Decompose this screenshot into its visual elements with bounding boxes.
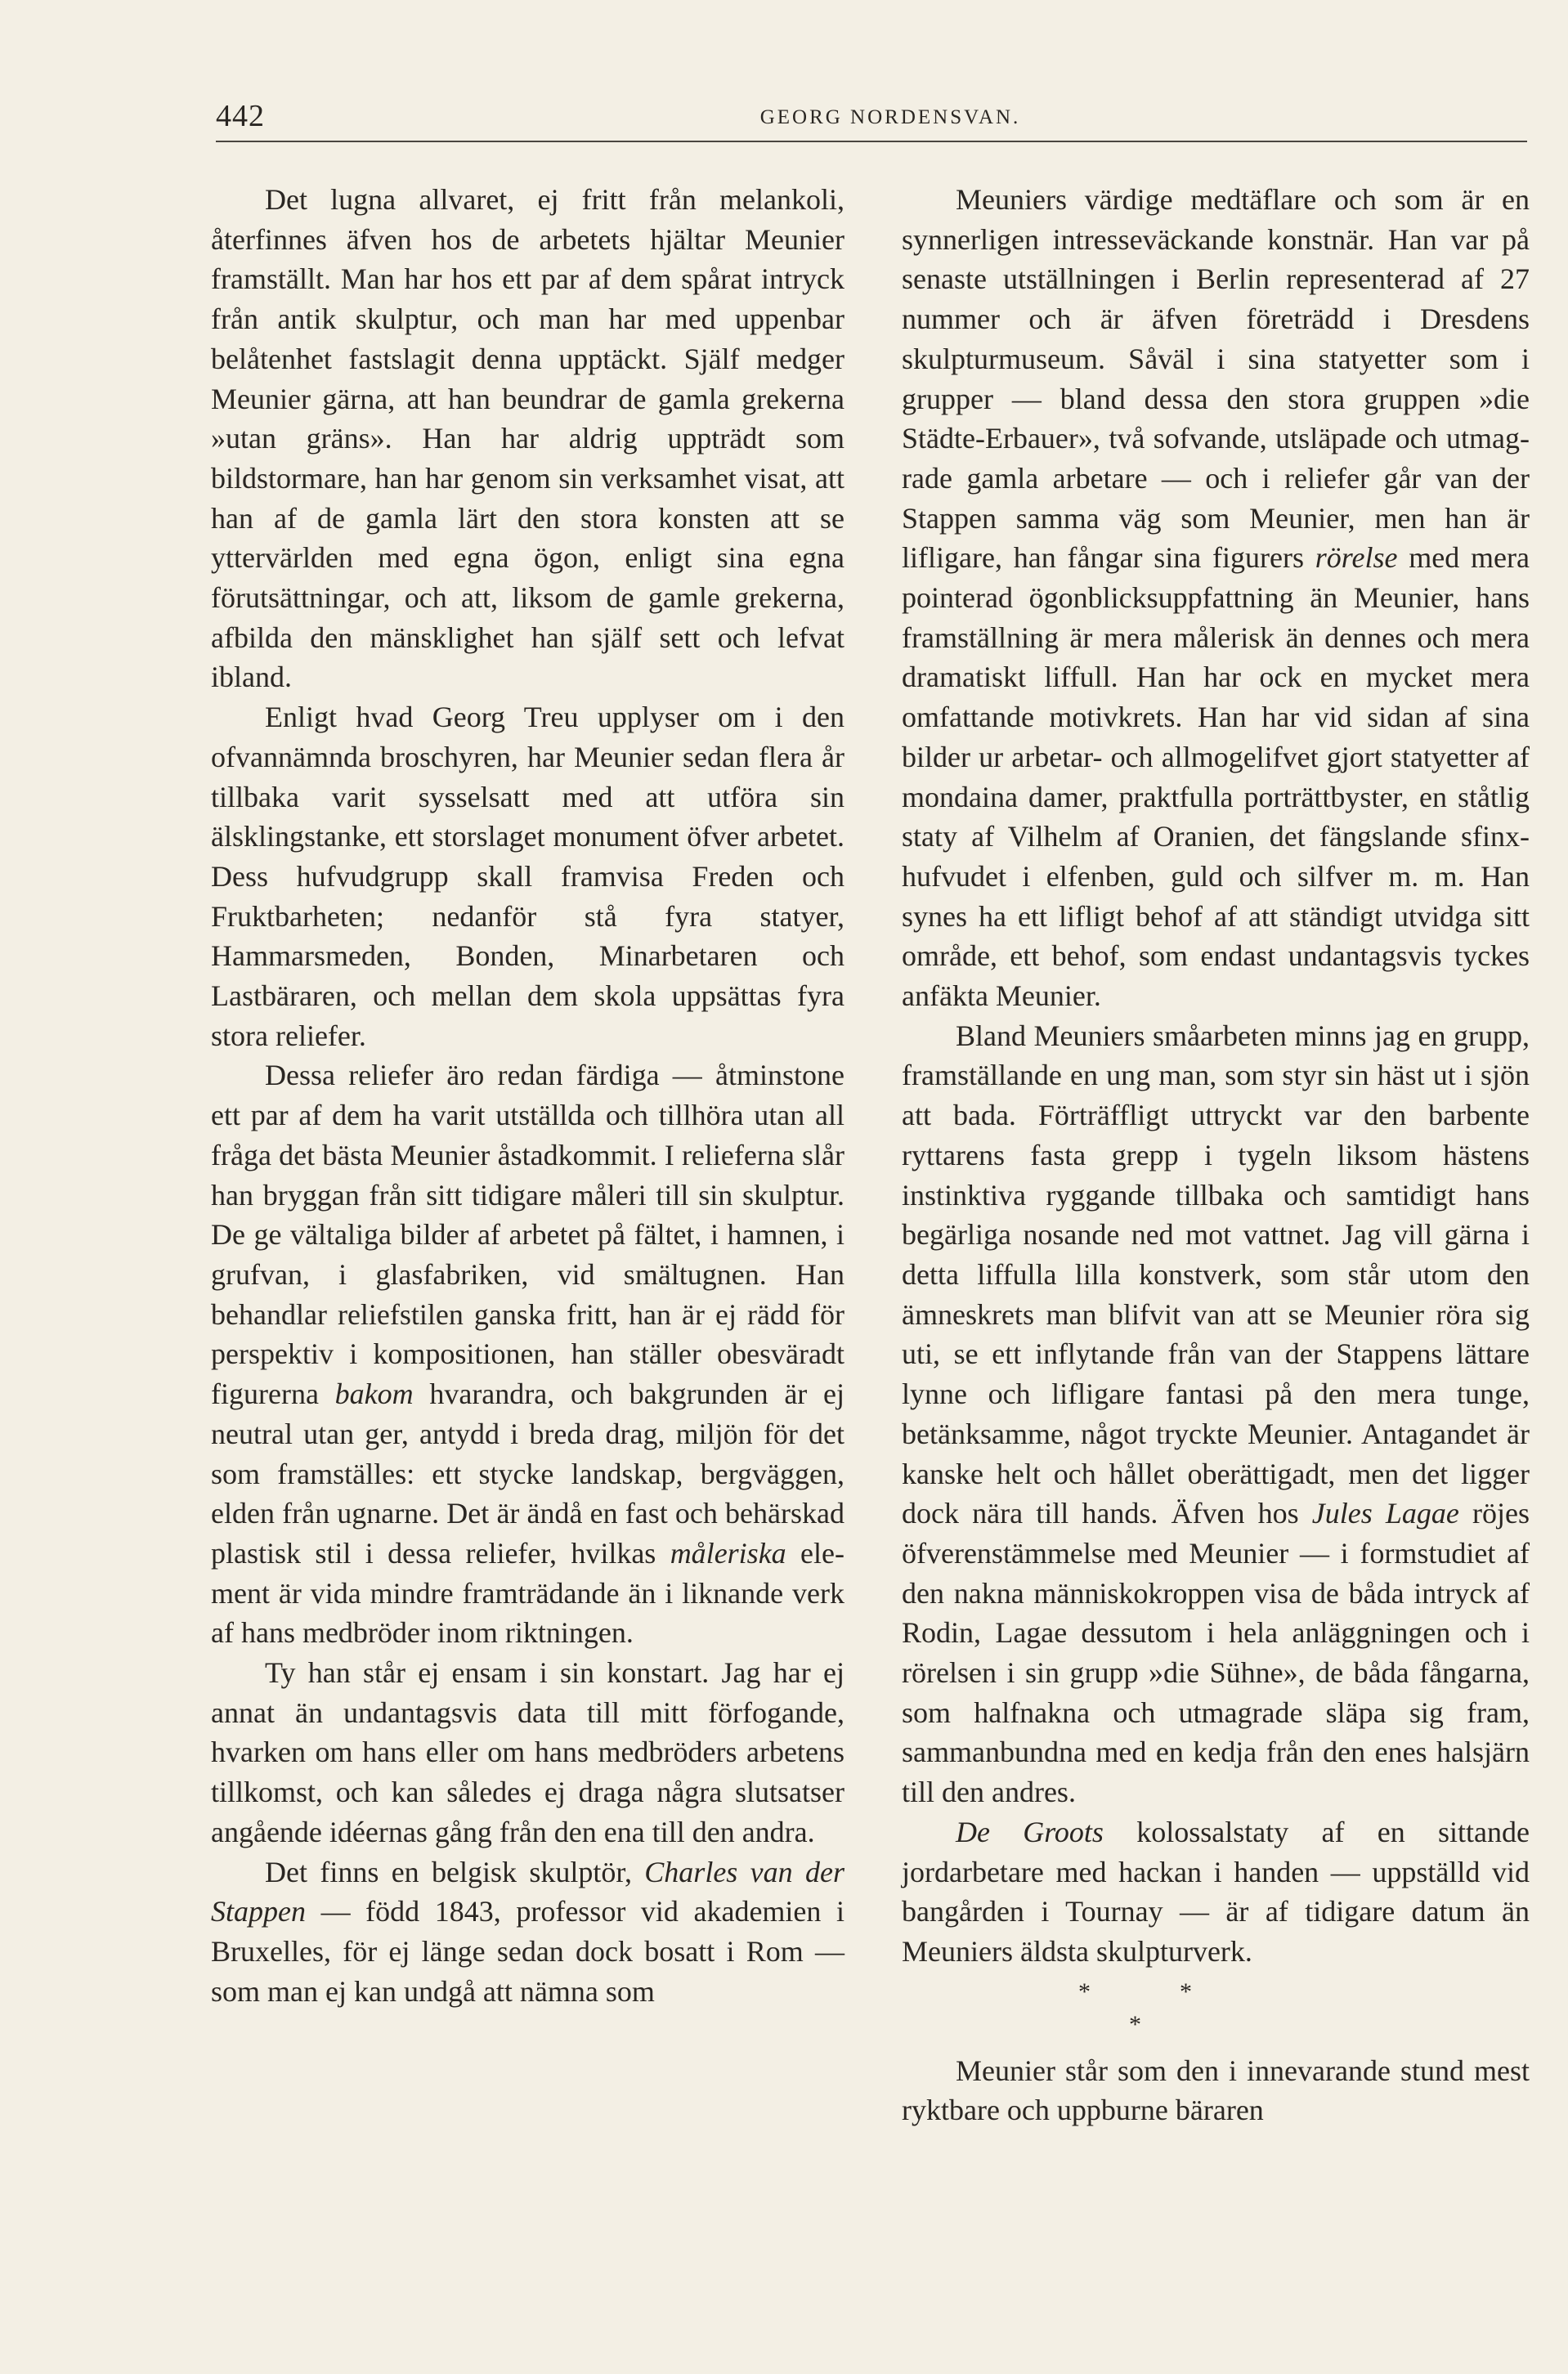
text-run: element är vida mindre framträdande än i liknande verk af hans medbröder inom riktningen. [211,1536,845,1650]
paragraph [211,697,844,1055]
text-run: Dessa reliefer äro redan färdiga — åtminstone ett par af dem ha varit utställda och tillhöra utan all fråga det bästa Meunier åstadkommit. I relieferna slår han bryggan från sitt tidigare måleri till sin skulptur. De ge vältaliga bilder af arbetet på fältet, i hamnen, i grufvan, i glasfabriken, vid smältugnen. Han behandlar reliefstilen ganska fritt, han är ej rädd för perspektiv i kompositionen, han ställer obesväradt figurerna [211,1059,844,1411]
text-run: Meuniers värdige medtäflare och som är en synnerligen intresseväckande konstnär. Han var på senaste utställningen i Berlin representerad af 27 nummer och är äfven företrädd i Dresdens skulpturmuseum. Såväl i sina statyetter som i grupper — bland dessa den stora gruppen »die Städte-Erbauer», två sofvande, utsläpade och utmagrade gamla arbetare — och i reliefer går van der Stappen samma väg som Meunier, men han är lifligare, han fångar sina figurers [902,183,1530,575]
asterisk: * [1078,1978,1091,2005]
paragraph [902,180,1530,1016]
italic-text: Jules Lagae [1311,1497,1459,1530]
asterisk: * [1180,1978,1192,2005]
text-run: Ty han står ej ensam i sin konstart. Jag har ej annat än undantagsvis data till mitt förfogande, hvarken om hans eller om hans medbröders arbetens tillkomst, och kan således ej draga några slutsatser angående idéernas gång från den ena till den andra. [211,1656,844,1848]
italic-text: bakom [334,1377,414,1411]
text-run: Enligt hvad Georg Treu upplyser om i den ofvannämnda broschyren, har Meunier sedan flera år tillbaka varit sysselsatt med att utföra sin älsklingstanke, ett storslaget monument öfver arbetet. Dess hufvudgrupp skall framvisa Freden och Fruktbarheten; nedanför stå fyra statyer, Hammarsmeden, Bonden, Minarbetaren och Lastbäraren, och mellan dem skola uppsättas fyra stora reliefer. [211,701,844,1052]
right-text-column [902,180,1530,2130]
paragraph [211,1653,844,1852]
text-run: — född 1843, professor vid akademien i Bruxelles, för ej länge sedan dock bosatt i Rom — som man ej kan undgå att nämna som [211,1895,844,2008]
text-run: Bland Meuniers småarbeten minns jag en grupp, framställande en ung man, som styr sin häst ut i sjön att bada. Förträffligt uttryckt var den barbente ryttarens fasta grepp i tygeln liksom hästens instinktiva ryggande tillbaka och samtidigt hans begärliga nosande ned mot vattnet. Jag vill gärna i detta liffulla lilla konstverk, som står utom den ämneskrets man blifvit van att se Meunier röra sig uti, se ett inflytande från van der Stappens lättare lynne och lifligare fantasi på den mera tunge, betänksamme, något tryckte Meunier. Antagandet är kanske helt och hållet oberättigadt, men det ligger dock nära till hands. Äfven hos [902,1019,1530,1530]
paragraph [211,180,844,697]
page-number: 442 [216,99,265,133]
paragraph [211,1055,844,1653]
italic-text: måleriska [670,1536,786,1570]
left-text-column [211,180,844,2011]
section-break-asterisks [902,1972,1530,2051]
running-title: GEORG NORDENSVAN. [759,106,1021,128]
page-header [216,92,1527,142]
text-run: röjes öfverenstämmelse med Meunier — i formstudiet af den nakna människokroppen visa de båda intryck af Rodin, Lagae dessutom i hela anläggningen och i rörelsen i sin grupp »die Sühne», de båda fångarna, som halfnakna och utmagrade släpa sig fram, sammanbundna med en kedja från den enes halsjärn till den andres. [902,1497,1530,1809]
italic-text: Charles van der Stappen [211,1855,844,1928]
text-run: kolossalstaty af en sittande jordarbetare med hackan i handen — uppställd vid bangården i Tournay — är af tidigare datum än Meuniers äldsta skulpturverk. [902,1815,1530,1968]
text-run: Det lugna allvaret, ej fritt från melankoli, återfinnes äfven hos de arbetets hjältar Meunier framställt. Man har hos ett par af dem spårat intryck från antik skulptur, och man har med uppenbar belåtenhet fastslagit denna upptäckt. Själf medger Meunier gärna, att han beundrar de gamla grekerna »utan gräns». Han har aldrig uppträdt som bildstormare, han har genom sin verksamhet visat, att han af de gamla lärt den stora konsten att se yttervärlden med egna ögon, enligt sina egna förutsättningar, och att, liksom de gamle grekerna, afbilda den mänsklighet han själf sett och lefvat ibland. [211,183,844,694]
text-run: hvarandra, och bakgrunden är ej neutral utan ger, antydd i breda drag, miljön för det som framställes: ett stycke landskap, bergväggen, elden från ugnarne. Det är ändå en fast och behärskad plastisk stil i dessa reliefer, hvilkas [211,1377,844,1570]
paragraph [902,2051,1530,2130]
italic-text: rörelse [1315,541,1398,575]
text-run: med mera pointerad ögonblicksuppfattning än Meunier, hans framställning är mera målerisk än dennes och mera dramatiskt liffull. Han har ock en mycket mera omfattande motivkrets. Han har vid sidan af sina bilder ur arbetar- och allmogelifvet gjort statyetter af mondaina damer, praktfulla porträttbyster, en ståtlig staty af Vilhelm af Oranien, det fängslande sfinxhufvudet i elfenben, guld och silfver m. m. Han synes ha ett lifligt behof af att ständigt utvidga sitt område, ett behof, som endast undantagsvis tyckes anfäkta Meunier. [902,541,1530,1013]
paragraph [902,1812,1530,1972]
asterisk: * [1129,2010,1141,2038]
text-run: Det finns en belgisk skulptör, [265,1855,645,1888]
text-run: Meunier står som den i innevarande stund mest ryktbare och uppburne bäraren [902,2054,1530,2127]
paragraph [211,1852,844,2012]
italic-text: De Groots [956,1815,1104,1848]
paragraph [902,1016,1530,1812]
